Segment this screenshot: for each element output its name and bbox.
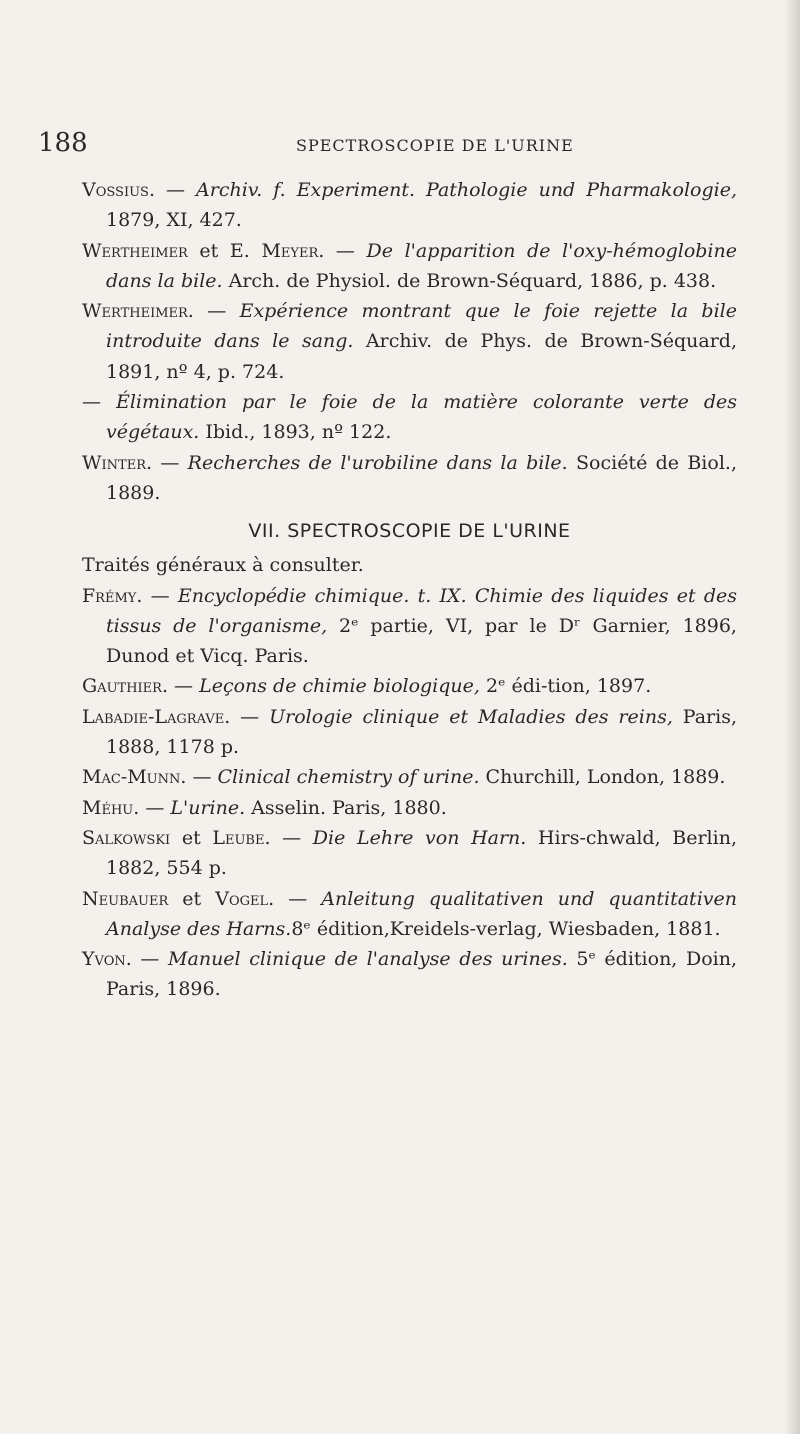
entry-separator: — (230, 705, 270, 728)
entry-title: Manuel clinique de l'analyse des urines. (168, 948, 568, 971)
entry-separator: — (139, 796, 171, 819)
entry-author: Frémy. (82, 584, 143, 607)
entry-author: Gauthier. (82, 675, 168, 698)
entry-details: Hirs-chwald, Berlin, 1882, 554 p. (106, 826, 737, 880)
bibliography-entry (82, 823, 737, 884)
entry-separator: — (270, 826, 313, 849)
entry-title: De l'apparition de l'oxy-hémoglobine dans la bile. (106, 239, 737, 292)
page-edge-shadow (784, 0, 800, 1434)
entry-author: Winter. (82, 451, 153, 474)
entry-separator: et (187, 239, 230, 262)
entry-separator: — (131, 948, 169, 971)
entry-details: 2ᵉ édi-tion, 1897. (479, 675, 652, 698)
running-head: SPECTROSCOPIE DE L'URINE (296, 136, 574, 155)
bibliography-list-after (82, 581, 737, 1005)
page-number: 188 (38, 128, 88, 158)
entry-title: Recherches de l'urobiline dans la bile. (187, 451, 568, 474)
entry-title: Die Lehre von Harn. (312, 826, 527, 849)
bibliography-list-before (82, 175, 737, 508)
section-heading: VII. SPECTROSCOPIE DE L'URINE (248, 520, 571, 543)
entry-title: Anleitung qualitativen und quantitativen Analyse des Harns. (106, 887, 737, 940)
bibliography-entry (82, 296, 737, 387)
bibliography-entry (82, 387, 737, 448)
entry-separator: — (274, 887, 322, 910)
entry-author: Wertheimer (82, 239, 188, 262)
entry-separator: — (193, 300, 240, 323)
bibliography-entry (82, 944, 737, 1005)
entry-separator: — (142, 584, 178, 607)
bibliography-entry (82, 884, 737, 945)
entry-author: Méhu. (82, 796, 140, 819)
entry-coauthor: Vogel. (215, 887, 275, 910)
entry-details: Archiv. de Phys. de Brown-Séquard, 1891, nº 4, p. 724. (106, 330, 737, 383)
bibliography-entry (82, 236, 737, 297)
entry-details: 1879, XI, 427. (106, 209, 242, 232)
entry-title: L'urine. (170, 796, 246, 819)
entry-author: Yvon. (82, 948, 132, 971)
entry-separator: et (170, 826, 213, 849)
entry-details: 8ᵉ édition,Kreidels-verlag, Wiesbaden, 1881. (291, 917, 721, 940)
bibliography-entry (82, 671, 737, 701)
entry-details: Arch. de Physiol. de Brown-Séquard, 1886, p. 438. (222, 269, 717, 292)
entry-title: Archiv. f. Experiment. Pathologie und Pharmakologie, (196, 179, 737, 201)
entry-author: Labadie-Lagrave. (82, 705, 231, 728)
bibliography-entry (82, 448, 737, 509)
entry-details: Asselin. Paris, 1880. (245, 796, 447, 819)
entry-separator: — (82, 391, 116, 414)
entry-author: Neubauer (82, 887, 169, 910)
section-intro: Traités généraux à consulter. (82, 554, 364, 577)
bibliography-entry (82, 581, 737, 672)
entry-coauthor: E. Meyer. (229, 239, 325, 262)
entry-separator: et (168, 887, 216, 910)
entry-separator: — (152, 451, 188, 474)
entry-details: Paris, 1888, 1178 p. (106, 705, 737, 759)
entry-title: Élimination par le foie de la matière colorante verte des végétaux. (106, 391, 737, 444)
entry-details: Société de Biol., 1889. (106, 451, 737, 504)
bibliography (82, 175, 737, 1005)
bibliography-entry (82, 175, 737, 236)
entry-author: Salkowski (82, 826, 171, 849)
entry-coauthor: Leube. (212, 826, 271, 849)
entry-title: Expérience montrant que le foie rejette la bile introduite dans le sang. (106, 300, 737, 353)
entry-title: Clinical chemistry of urine. (217, 766, 480, 789)
bibliography-entry (82, 702, 737, 763)
entry-author: Wertheimer. (82, 300, 194, 323)
entry-details: Churchill, London, 1889. (479, 766, 726, 789)
entry-separator: — (324, 239, 367, 262)
entry-details: 5ᵉ édition, Doin, Paris, 1896. (106, 948, 737, 1001)
entry-title: Encyclopédie chimique. t. IX. Chimie des liquides et des tissus de l'organisme, (106, 584, 737, 637)
entry-separator: — (155, 179, 197, 201)
entry-separator: — (186, 766, 218, 789)
entry-title: Urologie clinique et Maladies des reins, (269, 705, 673, 728)
entry-title: Leçons de chimie biologique, (199, 675, 480, 698)
page-header (38, 128, 738, 168)
entry-details: 2ᵉ partie, VI, par le Dʳ Garnier, 1896, Dunod et Vicq. Paris. (106, 614, 737, 668)
entry-author: Mac-Munn. (82, 766, 187, 789)
entry-author: Vossius. (82, 179, 155, 201)
entry-details: Ibid., 1893, nº 122. (199, 421, 392, 444)
entry-separator: — (167, 675, 200, 698)
bibliography-entry (82, 793, 737, 823)
bibliography-entry (82, 762, 737, 792)
